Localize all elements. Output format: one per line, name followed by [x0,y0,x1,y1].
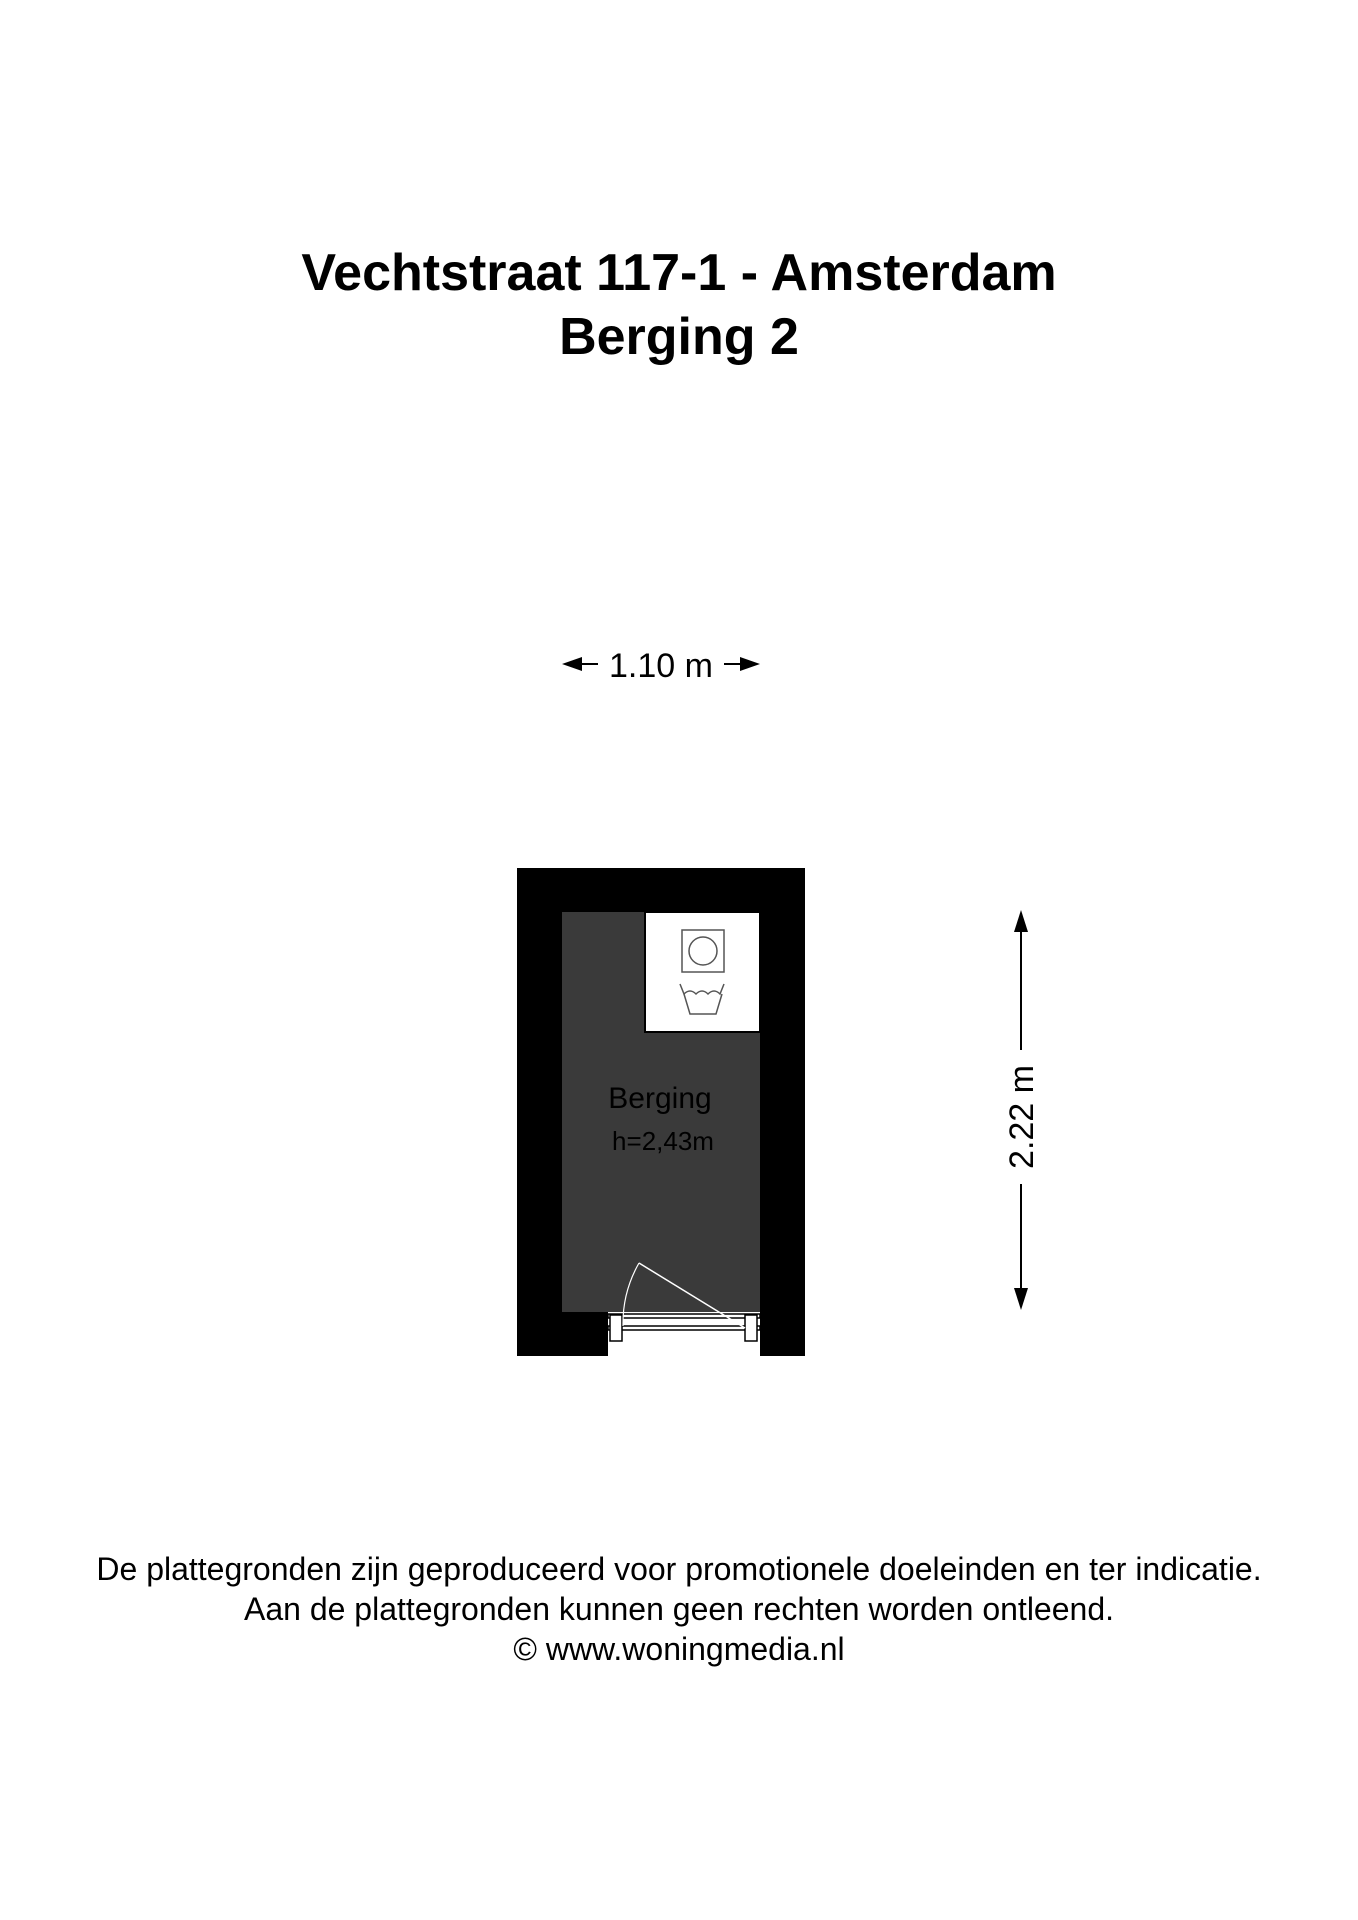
room-name: Berging [608,1082,712,1115]
arrow-right-icon [740,657,760,671]
plan-title-floor: Berging 2 [559,308,799,366]
depth-dimension [1003,910,1041,1310]
washing-machine [645,912,760,1032]
room-height: h=2,43m [612,1126,714,1156]
width-dimension [562,647,760,685]
copyright-line: © www.woningmedia.nl [513,1631,845,1667]
depth-label: 2.22 m [1003,1065,1041,1169]
arrow-up-icon [1014,910,1028,932]
arrow-down-icon [1014,1288,1028,1310]
plan-title-address: Vechtstraat 117-1 - Amsterdam [301,244,1057,302]
disclaimer-line-2: Aan de plattegronden kunnen geen rechten worden ontleend. [243,1591,1114,1627]
disclaimer-line-1: De plattegronden zijn geproduceerd voor promotionele doeleinden en ter indicatie. [96,1551,1262,1587]
width-label: 1.10 m [609,647,713,685]
arrow-left-icon [562,657,582,671]
